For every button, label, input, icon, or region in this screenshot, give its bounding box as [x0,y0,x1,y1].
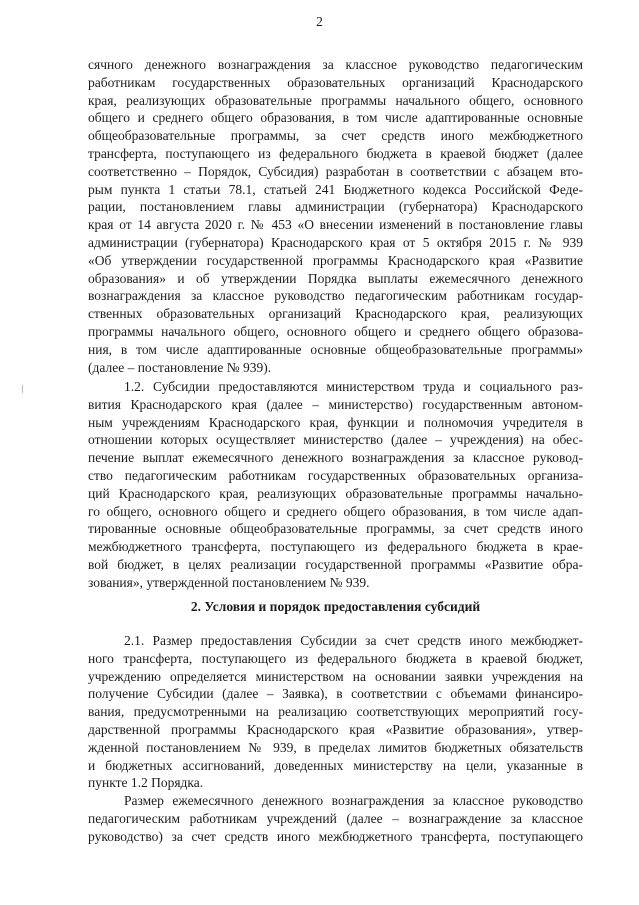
text-line: печение выплат ежемесячного денежного вознаграждения за классное руковод- [88,450,583,466]
text-line: ственных образовательных организаций Краснодарского края, реализующих [88,306,583,322]
text-line: сячного денежного вознаграждения за классное руководство педагогическим [88,57,583,72]
text-line: вой бюджет, в целях реализации государственной программы «Развитие обра- [88,556,583,572]
page-number: 2 [316,14,323,29]
text-line: рым пункта 1 статьи 78.1, статьей 241 Бюджетного кодекса Российской Феде- [88,181,583,197]
paragraph-order-basis [88,56,583,376]
text-line: 1.2. Субсидии предоставляются министерством труда и социального раз- [124,379,583,394]
text-line: вания, предусмотренными на реализацию соответствующих мероприятий госу- [88,704,583,720]
text-line: Размер ежемесячного денежного вознаграждения за классное руководство [124,793,583,808]
text-line: ций Краснодарского края, реализующих образовательные программы начально- [88,485,583,501]
text-line: отношении которых осуществляет министерство (далее – учреждения) на обес- [88,432,583,448]
text-line: учреждению определяется министерством на основании заявки учреждения на [88,668,583,684]
text-line: пункте 1.2 Порядка. [88,775,204,791]
text-line: вознаграждения за классное руководство педагогическим работникам государ- [88,288,583,304]
text-line: работникам государственных образовательных организаций Краснодарского [88,74,583,90]
section-heading: 2. Условия и порядок предоставления субсидий [190,599,481,614]
paragraph-2-1-subsidy-size [88,632,583,792]
text-line: общего и среднего общего образования, в том числе адаптированные основные [88,110,583,126]
text-line: тированные основные общеобразовательные программы, за счет средств иного [88,521,583,537]
text-line: вития Краснодарского края (далее – министерство) государственным автоном- [88,396,583,412]
text-line: (далее – постановление № 939). [88,359,272,375]
paragraph-1-2-subsidy-provision [88,378,583,592]
text-line: края, реализующих образовательные программы начального общего, основного [88,92,583,108]
text-line: педагогическим работникам учреждений (далее – вознаграждение за классное [88,810,583,826]
text-line: и бюджетных ассигнований, доведенных министерству на цели, указанные в [88,757,583,773]
text-line: зования», утвержденной постановлением № 939. [88,574,370,590]
text-line: общеобразовательные программы, за счет средств иного межбюджетного [88,128,583,144]
text-line: программы начального общего, основного общего и среднего общего образова- [88,323,583,339]
text-line: руководство) за счет средств иного межбюджетного трансферта, поступающего [88,828,583,844]
text-line: ным учреждениям Краснодарского края, функции и полномочия учредителя в [88,414,583,430]
paragraph-remuneration-size [88,792,583,845]
text-line: дарственной программы Краснодарского края «Развитие образования», утвер- [88,721,583,737]
text-line: ство педагогическим работникам государственных образовательных организа- [88,467,583,483]
text-line: 2.1. Размер предоставления Субсидии за счет средств иного межбюджет- [124,633,583,648]
text-line: ного трансферта, поступающего из федерального бюджета в краевой бюджет, [88,650,583,666]
text-line: соответственно – Порядок, Субсидия) разработан в соответствии с абзацем вто- [88,163,583,179]
text-line: межбюджетного трансферта, поступающего из федерального бюджета в крае- [88,539,583,555]
text-line: трансферта, поступающего из федерального бюджета в краевой бюджет (далее [88,145,583,161]
text-line: администрации (губернатора) Краснодарского края от 5 октября 2015 г. № 939 [88,234,583,250]
text-line: образования» и об утверждении Порядка выплаты ежемесячного денежного [88,270,583,286]
text-line: получение Субсидии (далее – Заявка), в соответствии с объемами финансиро- [88,686,583,702]
text-line: рации, постановлением главы администрации (губернатора) Краснодарского [88,199,583,215]
scan-margin-mark [22,385,23,393]
text-line: жденной постановлением № 939, в пределах лимитов бюджетных обязательств [88,739,583,755]
text-line: го общего, основного общего и среднего общего образования, в том числе адап- [88,503,583,519]
text-line: ния, в том числе адаптированные основные общеобразовательные программы» [88,341,583,357]
text-line: «Об утверждении государственной программы Краснодарского края «Развитие [88,252,583,268]
text-line: края от 14 августа 2020 г. № 453 «О внесении изменений в постановление главы [88,217,583,233]
